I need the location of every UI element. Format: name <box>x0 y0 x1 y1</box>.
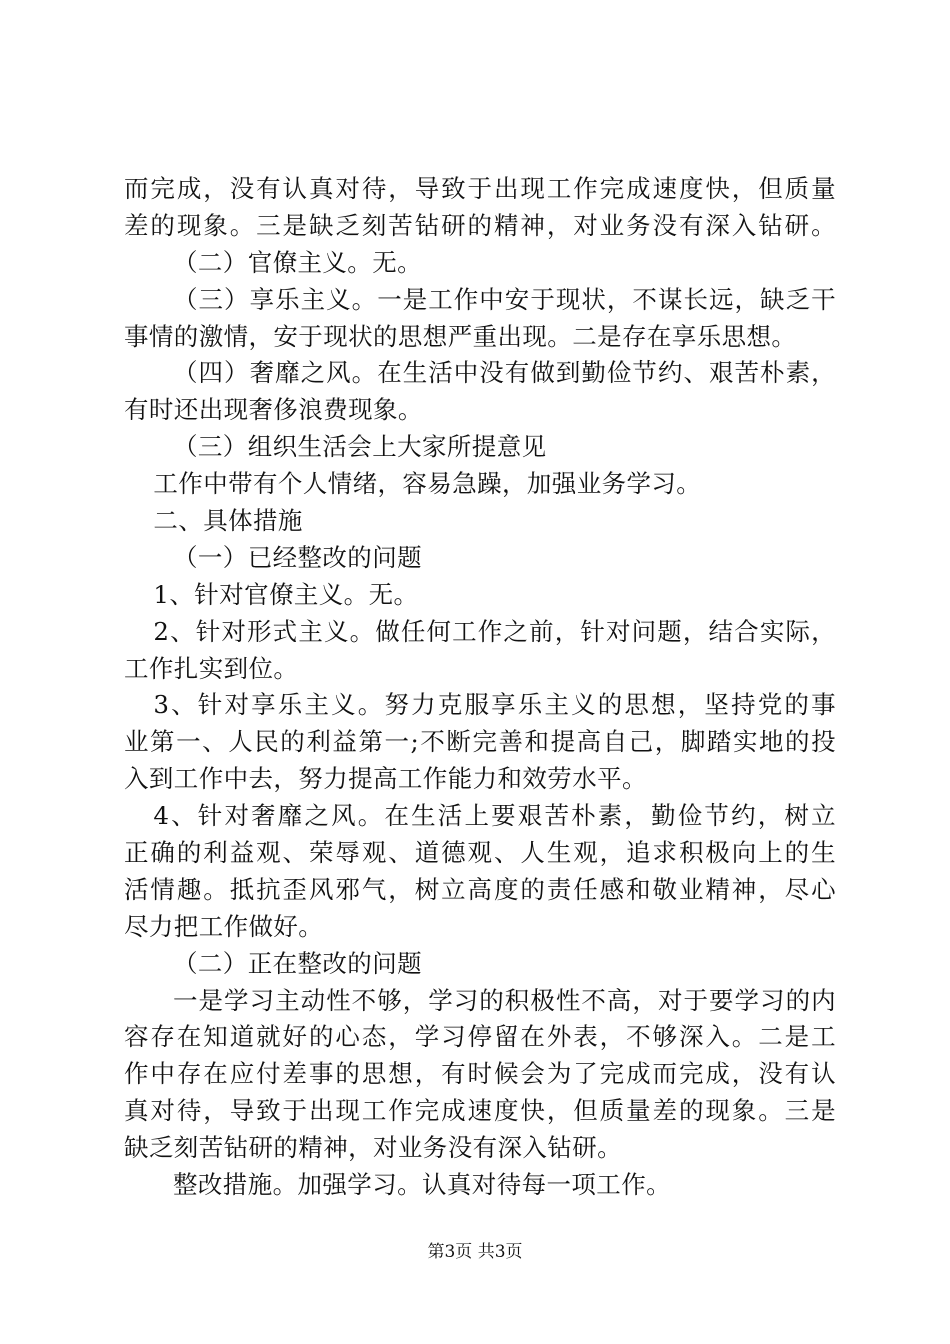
text-line: 整改措施。加强学习。认真对待每一项工作。 <box>173 1170 671 1200</box>
text-line: 入到工作中去，努力提高工作能力和效劳水平。 <box>124 764 647 794</box>
text-line: 作中存在应付差事的思想，有时候会为了完成而完成，没有认 <box>124 1059 836 1089</box>
text-line: 工作扎实到位。 <box>124 653 299 683</box>
text-line: 4、针对奢靡之风。在生活上要艰苦朴素，勤俭节约，树立 <box>153 801 836 831</box>
text-line: （三）享乐主义。一是工作中安于现状，不谋长远，缺乏干 <box>173 284 836 314</box>
text-line: 容存在知道就好的心态，学习停留在外表，不够深入。二是工 <box>124 1022 836 1052</box>
text-line: 缺乏刻苦钻研的精神，对业务没有深入钻研。 <box>124 1133 622 1163</box>
text-line: 差的现象。三是缺乏刻苦钻研的精神，对业务没有深入钻研。 <box>124 210 836 240</box>
text-line: （二）官僚主义。无。 <box>173 247 422 277</box>
text-line: （二）正在整改的问题 <box>173 948 422 978</box>
text-line: （一）已经整改的问题 <box>173 542 422 572</box>
text-line: 尽力把工作做好。 <box>124 911 324 941</box>
text-line: （三）组织生活会上大家所提意见 <box>173 432 547 462</box>
text-line: 3、针对享乐主义。努力克服享乐主义的思想，坚持党的事 <box>153 690 836 720</box>
text-line: 1、针对官僚主义。无。 <box>153 579 419 609</box>
text-line: 活情趣。抵抗歪风邪气，树立高度的责任感和敬业精神，尽心 <box>124 874 836 904</box>
text-line: 二、具体措施 <box>153 506 303 536</box>
text-line: 业第一、人民的利益第一;不断完善和提高自己，脚踏实地的投 <box>124 727 836 757</box>
text-line: 正确的利益观、荣辱观、道德观、人生观，追求积极向上的生 <box>124 838 836 868</box>
text-line: （四）奢靡之风。在生活中没有做到勤俭节约、艰苦朴素， <box>173 358 836 388</box>
text-line: 而完成，没有认真对待，导致于出现工作完成速度快，但质量 <box>124 174 836 203</box>
text-line: 真对待，导致于出现工作完成速度快，但质量差的现象。三是 <box>124 1096 836 1126</box>
text-line: 工作中带有个人情绪，容易急躁，加强业务学习。 <box>153 469 702 499</box>
document-body <box>124 171 836 1204</box>
text-line: 一是学习主动性不够，学习的积极性不高，对于要学习的内 <box>173 985 836 1015</box>
text-line: 事情的激情，安于现状的思想严重出现。二是存在享乐思想。 <box>124 321 797 351</box>
text-line: 有时还出现奢侈浪费现象。 <box>124 395 423 425</box>
text-line: 2、针对形式主义。做任何工作之前，针对问题，结合实际， <box>153 616 836 646</box>
page-footer: 第3页 共3页 <box>427 1242 523 1262</box>
